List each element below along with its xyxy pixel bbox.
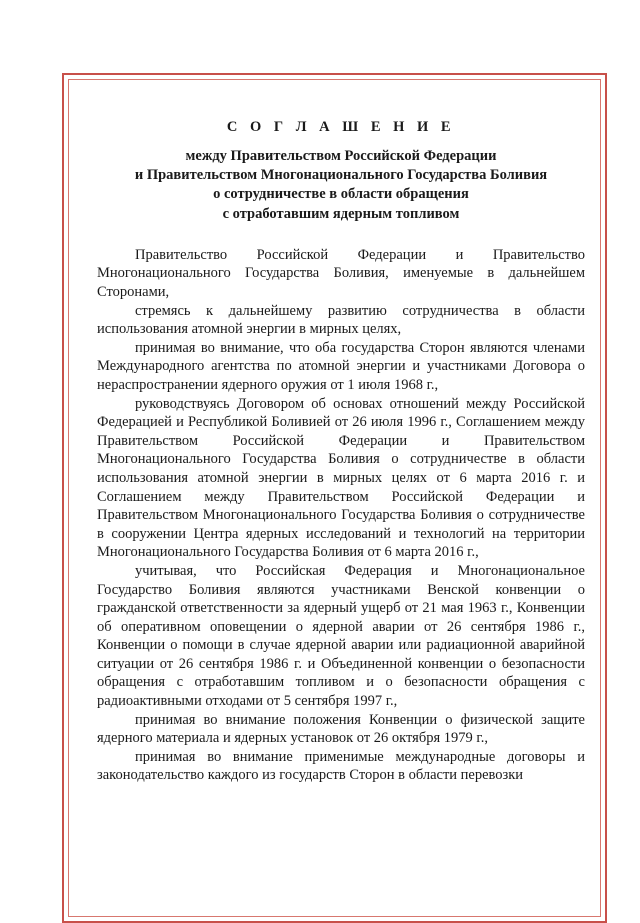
preamble-paragraph: руководствуясь Договором об основах отношений между Российской Федерацией и Республикой Боливией от 26 июля 1996 г., Соглашением между Правительством Российской Федерации и Правительством Многонационального Государства Боливия о сотрудничестве в области использования атомной энергии в мирных целях от 6 марта 2016 г. и Соглашением между Правительством Российской Федерации и Правительством Многонационального Государства Боливия о сотрудничестве в сооружении Центра ядерных исследований и технологий на территории Многонационального Государства Боливия от 6 марта 2016 г., xyxy=(97,395,585,561)
document-subtitle xyxy=(97,147,585,224)
document-title: С О Г Л А Ш Е Н И Е xyxy=(226,119,456,135)
document-body xyxy=(97,118,585,785)
preamble-paragraph: принимая во внимание, что оба государства Сторон являются членами Международного агентства по атомной энергии и участниками Договора о нераспространении ядерного оружия от 1 июля 1968 г., xyxy=(97,339,585,393)
preamble-paragraph: учитывая, что Российская Федерация и Многонациональное Государство Боливия являются участниками Венской конвенции о гражданской ответственности за ядерный ущерб от 21 мая 1963 г., Конвенции об оперативном оповещении о ядерной аварии от 26 сентября 1986 г., Конвенции о помощи в случае ядерной аварии или радиационной аварийной ситуации от 26 сентября 1986 г. и Объединенной конвенции о безопасности обращения с отработавшим топливом и о безопасности обращения с радиоактивными отходами от 5 сентября 1997 г., xyxy=(97,562,585,710)
preamble-paragraph: принимая во внимание положения Конвенции о физической защите ядерного материала и ядерных установок от 26 октября 1979 г., xyxy=(97,711,585,747)
preamble-paragraph: принимая во внимание применимые международные договоры и законодательство каждого из государств Сторон в области перевозки xyxy=(97,748,585,784)
preamble-paragraph: Правительство Российской Федерации и Правительство Многонационального Государства Боливия, именуемые в дальнейшем Сторонами, xyxy=(97,246,585,300)
subtitle-line: и Правительством Многонационального Государства Боливия xyxy=(134,167,548,184)
subtitle-line: между Правительством Российской Федерации xyxy=(185,148,497,164)
preamble-paragraph: стремясь к дальнейшему развитию сотрудничества в области использования атомной энергии в мирных целях, xyxy=(97,302,585,338)
subtitle-line: о сотрудничестве в области обращения xyxy=(213,186,469,203)
subtitle-line: с отработавшим ядерным топливом xyxy=(222,205,460,222)
